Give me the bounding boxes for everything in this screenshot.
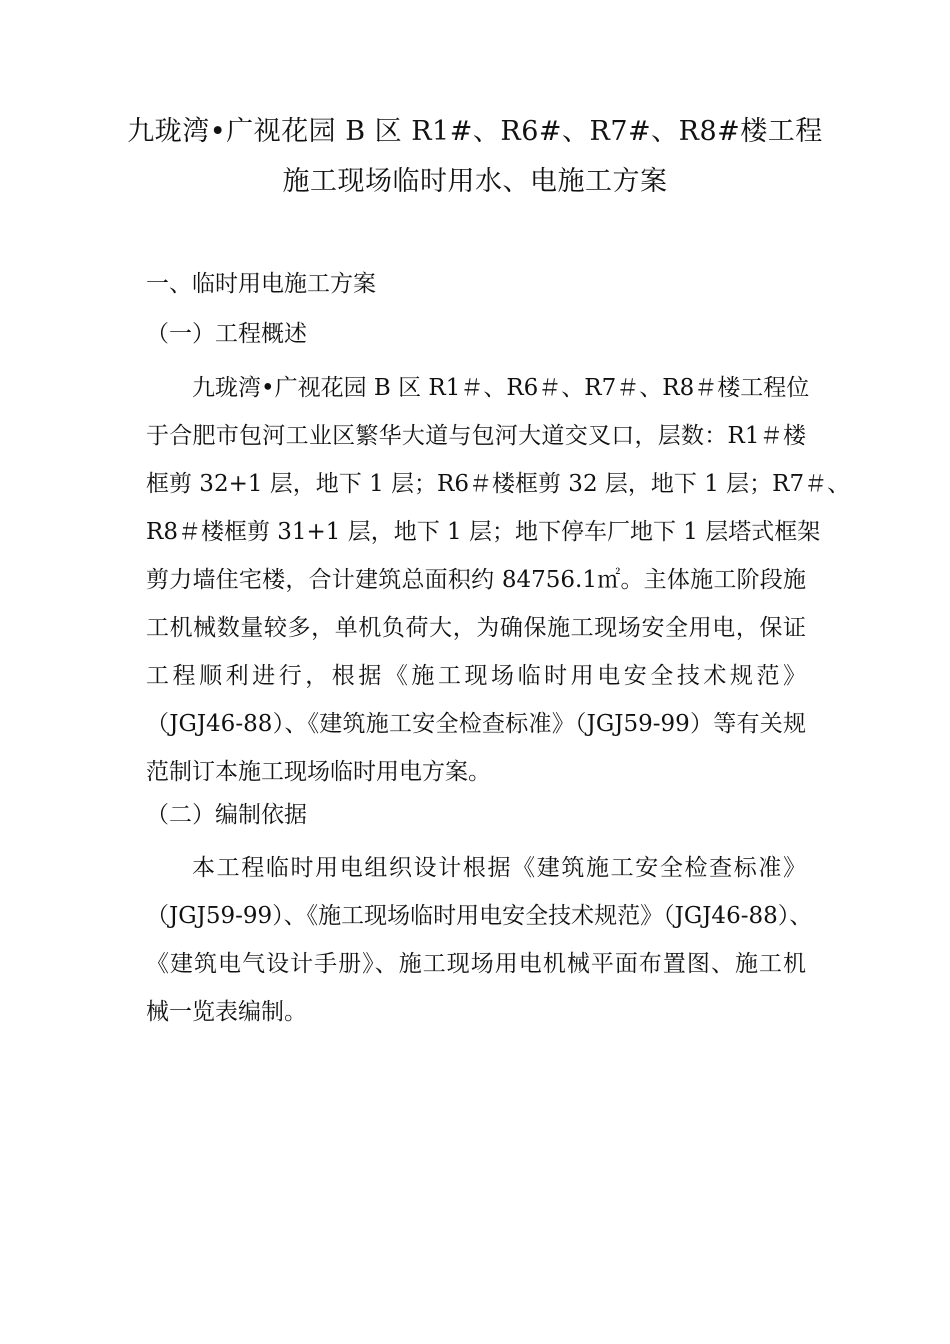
paragraph-compilation-basis	[146, 844, 813, 1036]
paragraph-line: 九珑湾•广视花园 B 区 R1＃、R6＃、R7＃、R8＃楼工程位	[192, 375, 810, 401]
paragraph-line: R8＃楼框剪 31+1 层，地下 1 层；地下停车厂地下 1 层塔式框架	[146, 519, 821, 545]
paragraph-line: （JGJ46-88）、《建筑施工安全检查标准》（JGJ59-99）等有关规	[146, 711, 806, 737]
paragraph-line: 范制订本施工现场临时用电方案。	[146, 759, 491, 785]
paragraph-line: 工程顺利进行，根据《施工现场临时用电安全技术规范》	[146, 663, 806, 689]
subsection-heading-overview: （一）工程概述	[146, 321, 307, 347]
paragraph-project-overview	[146, 364, 851, 796]
paragraph-line: 剪力墙住宅楼，合计建筑总面积约 84756.1㎡。主体施工阶段施	[146, 567, 806, 593]
paragraph-line: 工机械数量较多，单机负荷大，为确保施工现场安全用电，保证	[146, 615, 806, 641]
paragraph-line: 本工程临时用电组织设计根据《建筑施工安全检查标准》	[192, 855, 806, 881]
paragraph-line: 于合肥市包河工业区繁华大道与包河大道交叉口，层数：R1＃楼	[146, 423, 806, 449]
subsection-heading-basis: （二）编制依据	[146, 802, 307, 828]
document-title-line-1: 九珑湾•广视花园 B 区 R1#、R6#、R7#、R8#楼工程	[127, 116, 823, 147]
paragraph-line: 械一览表编制。	[146, 999, 307, 1025]
section-heading-temporary-power: 一、临时用电施工方案	[146, 271, 376, 297]
paragraph-line: 《建筑电气设计手册》、施工现场用电机械平面布置图、施工机	[146, 951, 806, 977]
document-title-line-2: 施工现场临时用水、电施工方案	[282, 166, 668, 197]
paragraph-line: （JGJ59-99）、《施工现场临时用电安全技术规范》（JGJ46-88）、	[146, 903, 813, 929]
paragraph-line: 框剪 32+1 层，地下 1 层；R6＃楼框剪 32 层，地下 1 层；R7＃、	[146, 471, 851, 497]
